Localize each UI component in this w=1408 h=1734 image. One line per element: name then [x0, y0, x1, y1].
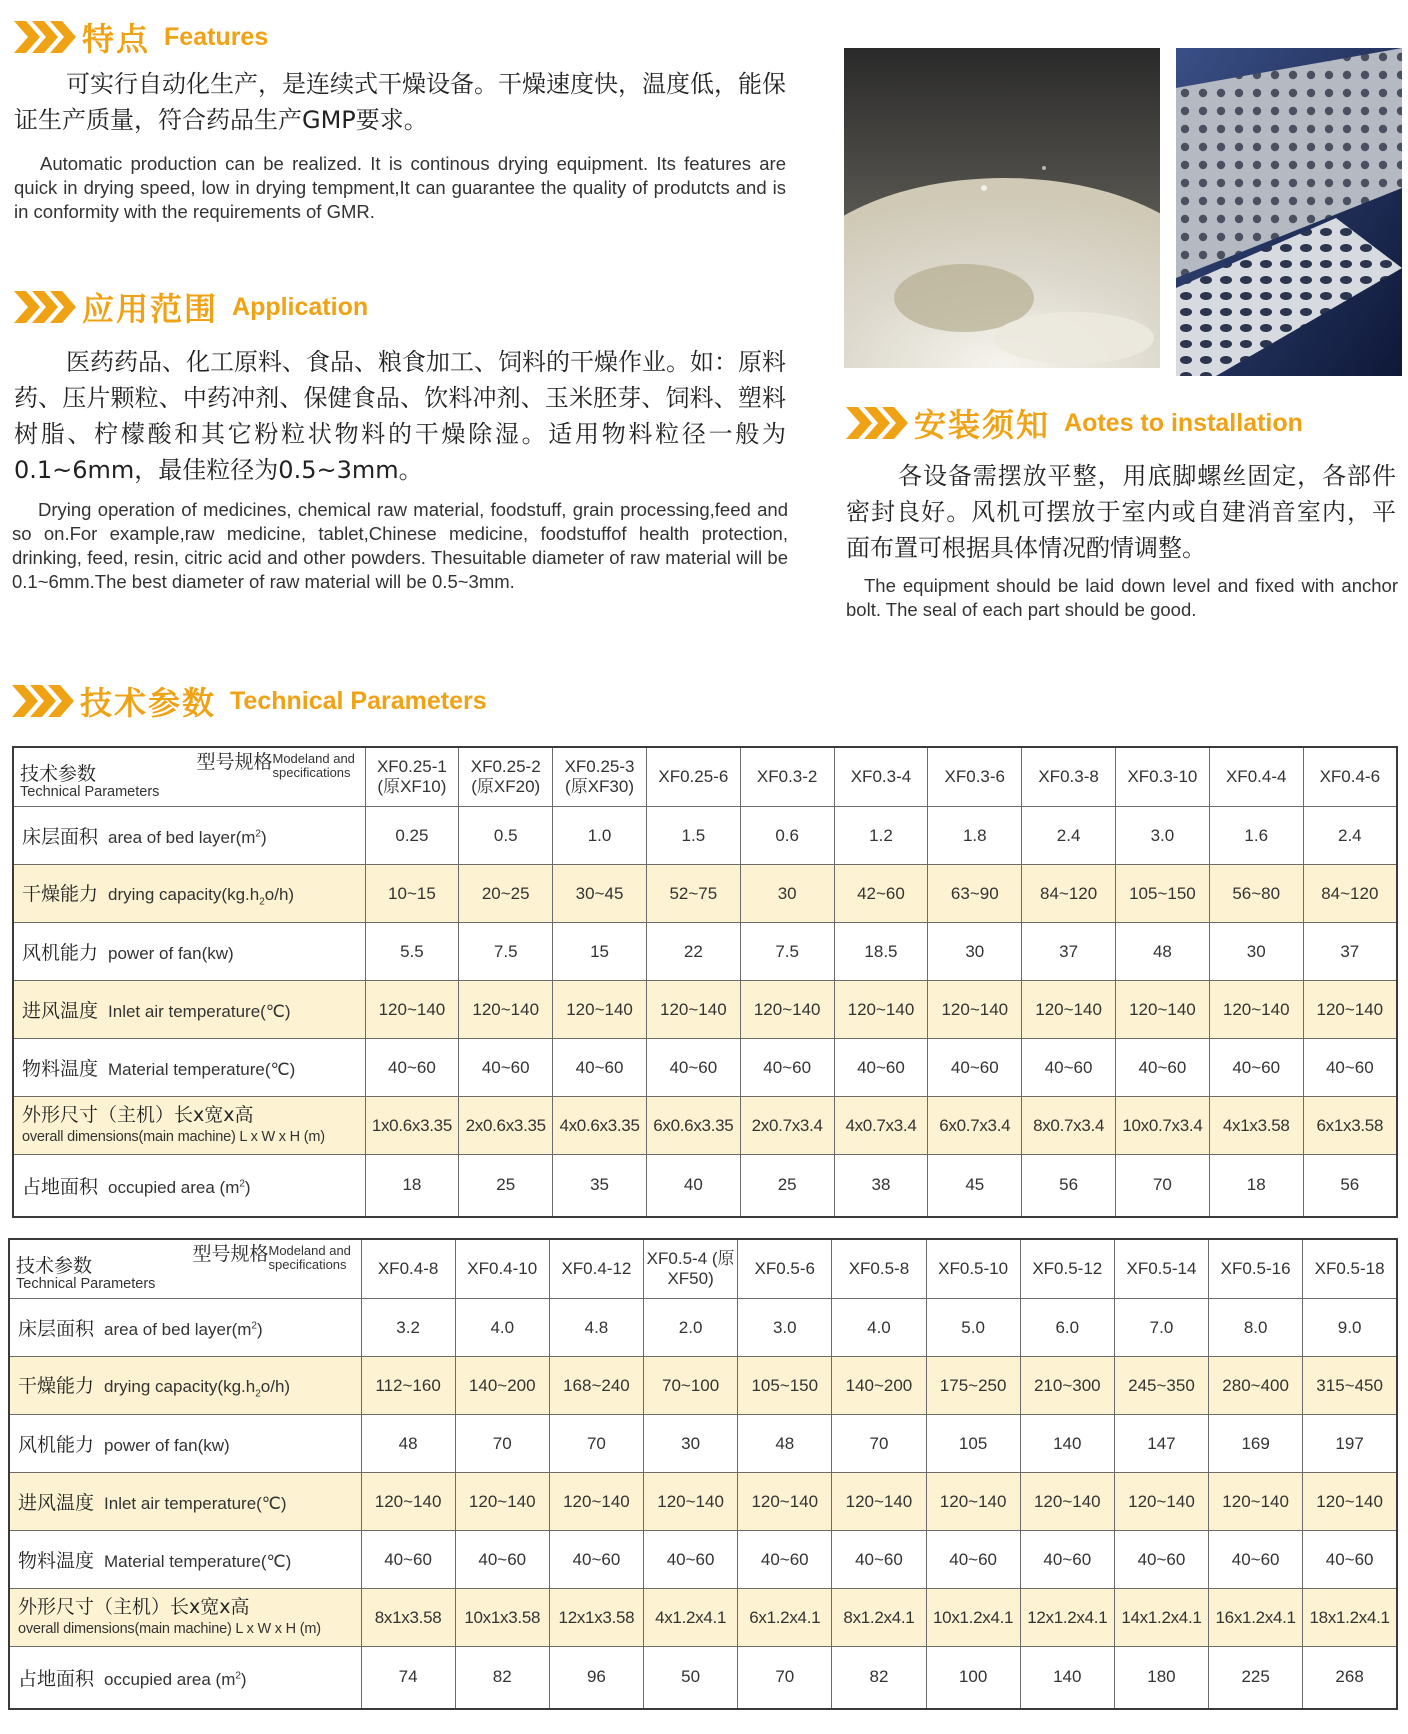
table-row — [13, 865, 1397, 923]
table-cell: 18.5 — [834, 923, 928, 981]
model-header-cell: XF0.5-10 — [926, 1239, 1020, 1299]
parameters-table-1 — [12, 746, 1398, 1218]
table-cell: 18 — [1209, 1155, 1303, 1217]
table-cell: 8x1.2x4.1 — [832, 1589, 926, 1647]
table-cell: 168~240 — [549, 1357, 643, 1415]
technical-parameters-label-en: Technical Parameters — [20, 784, 160, 800]
table-cell: 40~60 — [834, 1039, 928, 1097]
table-cell: 3.2 — [361, 1299, 455, 1357]
table-cell: 4x1.2x4.1 — [644, 1589, 738, 1647]
model-header-cell: XF0.5-6 — [738, 1239, 832, 1299]
corner-header-cell — [9, 1239, 361, 1299]
parameters-title-en: Technical Parameters — [230, 686, 487, 715]
row-label-en — [108, 944, 234, 963]
table-cell: 1x0.6x3.35 — [365, 1097, 459, 1155]
table-cell: 52~75 — [646, 865, 740, 923]
table-cell: 70 — [455, 1415, 549, 1473]
header-row — [9, 1239, 1397, 1299]
row-label-en-text: Inlet air temperature(℃) — [104, 1494, 287, 1513]
table-cell: 8.0 — [1209, 1299, 1303, 1357]
table-cell: 40~60 — [832, 1531, 926, 1589]
table-row — [9, 1299, 1397, 1357]
table-cell: 2.0 — [644, 1299, 738, 1357]
row-label-en-tail: ) — [256, 1320, 263, 1339]
parameters-heading — [12, 678, 487, 724]
model-header-cell: XF0.4-8 — [361, 1239, 455, 1299]
row-label-en-tail: o/h) — [260, 1377, 291, 1397]
table-row — [13, 981, 1397, 1039]
table-cell: 2.4 — [1022, 807, 1116, 865]
row-label-cell — [13, 807, 365, 865]
table-cell: 210~300 — [1020, 1357, 1114, 1415]
table-cell: 20~25 — [459, 865, 553, 923]
model-header-cell: XF0.3-10 — [1116, 747, 1210, 807]
table-cell: 315~450 — [1303, 1357, 1397, 1415]
row-label-en-text: area of bed layer(m — [104, 1320, 252, 1339]
table-cell: 37 — [1022, 923, 1116, 981]
table-cell: 7.5 — [740, 923, 834, 981]
row-label-cell — [9, 1415, 361, 1473]
model-header-cell: XF0.4-6 — [1303, 747, 1397, 807]
row-label-zh: 外形尺寸（主机）长x宽x高 — [22, 1103, 254, 1126]
table-cell: 120~140 — [459, 981, 553, 1039]
triple-chevron-icon — [12, 685, 74, 717]
table-cell: 1.0 — [553, 807, 647, 865]
table-cell: 4.0 — [455, 1299, 549, 1357]
table-cell: 180 — [1114, 1647, 1208, 1709]
model-spec-label-en: Modeland and specifications — [272, 751, 355, 780]
table-cell: 30~45 — [553, 865, 647, 923]
model-header-cell: XF0.3-6 — [928, 747, 1022, 807]
row-label-en — [108, 1002, 291, 1021]
row-label-en-text: Material temperature(℃) — [104, 1552, 292, 1571]
table-cell: 120~140 — [926, 1473, 1020, 1531]
application-heading — [14, 284, 368, 330]
model-header-cell: XF0.25-6 — [646, 747, 740, 807]
row-label-cell — [9, 1589, 361, 1647]
row-label-zh: 风机能力 — [22, 942, 99, 964]
table-cell: 120~140 — [834, 981, 928, 1039]
table-cell: 40~60 — [549, 1531, 643, 1589]
application-title-zh: 应用范围 — [82, 290, 219, 328]
table-row — [9, 1415, 1397, 1473]
table-cell: 84~120 — [1022, 865, 1116, 923]
table-cell: 120~140 — [455, 1473, 549, 1531]
table-cell: 63~90 — [928, 865, 1022, 923]
superscript: 2 — [235, 1670, 241, 1682]
table-cell: 40~60 — [455, 1531, 549, 1589]
table-cell: 147 — [1114, 1415, 1208, 1473]
table-cell: 120~140 — [646, 981, 740, 1039]
table-cell: 2.4 — [1303, 807, 1397, 865]
row-label-zh: 干燥能力 — [18, 1375, 95, 1398]
row-label-cell — [13, 1039, 365, 1097]
table-cell: 140~200 — [455, 1357, 549, 1415]
table-cell: 40~60 — [926, 1531, 1020, 1589]
table-cell: 40~60 — [553, 1039, 647, 1097]
features-title-en: Features — [164, 22, 269, 51]
table-cell: 4x0.6x3.35 — [553, 1097, 647, 1155]
table-cell: 84~120 — [1303, 865, 1397, 923]
table-cell: 9.0 — [1303, 1299, 1397, 1357]
row-label-en — [108, 828, 267, 847]
model-header-cell: XF0.5-16 — [1209, 1239, 1303, 1299]
table-cell: 120~140 — [1020, 1473, 1114, 1531]
model-header-cell: XF0.5-4 (原XF50) — [644, 1239, 738, 1299]
table-cell: 40~60 — [1022, 1039, 1116, 1097]
powder-photo — [844, 48, 1160, 368]
table-cell: 25 — [459, 1155, 553, 1217]
installation-text-en: The equipment should be laid down level and fixed with anchor bolt. The seal of each part should be good. — [846, 575, 1398, 620]
superscript: 2 — [255, 828, 261, 840]
table-cell: 18x1.2x4.1 — [1303, 1589, 1397, 1647]
row-label-en-text: power of fan(kw) — [108, 944, 234, 963]
table-cell: 16x1.2x4.1 — [1209, 1589, 1303, 1647]
row-label-en-tail: ) — [244, 1177, 251, 1197]
superscript: 2 — [239, 1178, 245, 1190]
table-cell: 30 — [928, 923, 1022, 981]
model-header-cell: XF0.5-12 — [1020, 1239, 1114, 1299]
table-cell: 48 — [1116, 923, 1210, 981]
row-label-zh: 占地面积 — [22, 1175, 99, 1198]
row-label-zh: 床层面积 — [18, 1318, 95, 1340]
model-header-cell: XF0.25-1 (原XF10) — [365, 747, 459, 807]
table-cell: 4x0.7x3.4 — [834, 1097, 928, 1155]
table-cell: 120~140 — [1209, 1473, 1303, 1531]
table-cell: 5.0 — [926, 1299, 1020, 1357]
table-cell: 40~60 — [1209, 1531, 1303, 1589]
table-row — [9, 1589, 1397, 1647]
row-label-zh: 床层面积 — [22, 826, 99, 848]
table-cell: 4x1x3.58 — [1209, 1097, 1303, 1155]
table-cell: 40~60 — [1303, 1039, 1397, 1097]
table-cell: 1.6 — [1209, 807, 1303, 865]
table-cell: 105 — [926, 1415, 1020, 1473]
table-cell: 120~140 — [553, 981, 647, 1039]
table-cell: 22 — [646, 923, 740, 981]
table-cell: 6x0.6x3.35 — [646, 1097, 740, 1155]
table-cell: 10x1.2x4.1 — [926, 1589, 1020, 1647]
table-cell: 5.5 — [365, 923, 459, 981]
table-cell: 38 — [834, 1155, 928, 1217]
table-cell: 40~60 — [1116, 1039, 1210, 1097]
table-cell: 0.25 — [365, 807, 459, 865]
table-cell: 105~150 — [1116, 865, 1210, 923]
technical-parameters-label-zh: 技术参数 — [16, 1255, 93, 1277]
model-header-cell: XF0.4-10 — [455, 1239, 549, 1299]
row-label-en-tail: o/h) — [264, 885, 295, 905]
model-header-cell: XF0.25-3 (原XF30) — [553, 747, 647, 807]
table-cell: 50 — [644, 1647, 738, 1709]
installation-heading — [846, 400, 1303, 446]
table-cell: 48 — [738, 1415, 832, 1473]
row-label-cell — [9, 1473, 361, 1531]
table-cell: 96 — [549, 1647, 643, 1709]
table-cell: 140 — [1020, 1415, 1114, 1473]
table-cell: 3.0 — [738, 1299, 832, 1357]
row-label-en — [108, 1060, 295, 1079]
table-cell: 4.0 — [832, 1299, 926, 1357]
table-cell: 30 — [644, 1415, 738, 1473]
table-cell: 40~60 — [1303, 1531, 1397, 1589]
table-row — [9, 1357, 1397, 1415]
table-cell: 120~140 — [549, 1473, 643, 1531]
table-cell: 120~140 — [740, 981, 834, 1039]
row-label-cell — [13, 1155, 365, 1217]
table-cell: 120~140 — [1116, 981, 1210, 1039]
table-cell: 120~140 — [361, 1473, 455, 1531]
row-label-cell — [9, 1531, 361, 1589]
application-title-en: Application — [232, 292, 369, 321]
table-cell: 120~140 — [644, 1473, 738, 1531]
row-label-en — [108, 885, 295, 908]
features-text-en: Automatic production can be realized. It is continous drying equipment. Its features are quick in drying speed, low in drying tempment,It can guarantee the quality of produtcts and is in conformity with the requirements of GMR. — [14, 153, 786, 222]
model-header-cell: XF0.3-4 — [834, 747, 928, 807]
table-row — [9, 1531, 1397, 1589]
table-cell: 10x0.7x3.4 — [1116, 1097, 1210, 1155]
technical-parameters-label-en: Technical Parameters — [16, 1276, 156, 1292]
model-spec-label-zh: 型号规格 — [192, 1243, 269, 1265]
row-label-zh: 进风温度 — [18, 1492, 95, 1514]
row-label-cell — [9, 1357, 361, 1415]
row-label-cell — [13, 1097, 365, 1155]
table-cell: 2x0.7x3.4 — [740, 1097, 834, 1155]
model-header-cell: XF0.4-12 — [549, 1239, 643, 1299]
table-cell: 6.0 — [1020, 1299, 1114, 1357]
row-label-en — [104, 1494, 287, 1513]
table-row — [9, 1473, 1397, 1531]
row-label-zh: 进风温度 — [22, 1000, 99, 1022]
row-label-zh: 风机能力 — [18, 1434, 95, 1456]
row-label-en-text: occupied area (m — [108, 1177, 240, 1197]
row-label-en-text: occupied area (m — [104, 1669, 236, 1689]
table-cell: 268 — [1303, 1647, 1397, 1709]
table-cell: 48 — [361, 1415, 455, 1473]
row-label-en — [104, 1377, 291, 1400]
table-cell: 0.6 — [740, 807, 834, 865]
table-cell: 120~140 — [1114, 1473, 1208, 1531]
table-row — [13, 923, 1397, 981]
row-label-cell — [13, 865, 365, 923]
row-label-en-text: power of fan(kw) — [104, 1436, 230, 1455]
table-cell: 140~200 — [832, 1357, 926, 1415]
table-cell: 40 — [646, 1155, 740, 1217]
installation-title-zh: 安装须知 — [914, 406, 1051, 444]
table-cell: 1.5 — [646, 807, 740, 865]
table-cell: 56 — [1022, 1155, 1116, 1217]
table-cell: 1.8 — [928, 807, 1022, 865]
table-cell: 6x1.2x4.1 — [738, 1589, 832, 1647]
triple-chevron-icon — [14, 291, 76, 323]
row-label-zh: 外形尺寸（主机）长x宽x高 — [18, 1595, 250, 1618]
table-cell: 112~160 — [361, 1357, 455, 1415]
table-cell: 225 — [1209, 1647, 1303, 1709]
table-cell: 40~60 — [365, 1039, 459, 1097]
row-label-cell — [13, 981, 365, 1039]
subscript: 2 — [259, 896, 265, 908]
row-label-cell — [9, 1647, 361, 1709]
row-label-cell — [13, 923, 365, 981]
installation-text-zh: 各设备需摆放平整，用底脚螺丝固定，各部件密封良好。风机可摆放于室内或自建消音室内，平面布置可根据具体情况酌情调整。 — [846, 462, 1396, 562]
model-spec-label-zh: 型号规格 — [196, 751, 273, 773]
model-header-cell: XF0.5-14 — [1114, 1239, 1208, 1299]
row-label-en: overall dimensions(main machine) L x W x H (m) — [18, 1620, 321, 1637]
table-cell: 2x0.6x3.35 — [459, 1097, 553, 1155]
table-cell: 1.2 — [834, 807, 928, 865]
table-cell: 25 — [740, 1155, 834, 1217]
table-cell: 40~60 — [646, 1039, 740, 1097]
table-row — [9, 1647, 1397, 1709]
row-label-en — [104, 1552, 291, 1571]
table-cell: 120~140 — [1022, 981, 1116, 1039]
row-label-en-text: Inlet air temperature(℃) — [108, 1002, 291, 1021]
subscript: 2 — [255, 1388, 261, 1400]
model-header-cell: XF0.25-2 (原XF20) — [459, 747, 553, 807]
table-cell: 56~80 — [1209, 865, 1303, 923]
table-cell: 70 — [1116, 1155, 1210, 1217]
table-cell: 42~60 — [834, 865, 928, 923]
row-label-en-text: area of bed layer(m — [108, 828, 256, 847]
row-label-en — [104, 1436, 230, 1455]
table-cell: 10x1x3.58 — [455, 1589, 549, 1647]
table-cell: 40~60 — [644, 1531, 738, 1589]
row-label-en: overall dimensions(main machine) L x W x H (m) — [22, 1128, 325, 1145]
row-label-zh: 物料温度 — [18, 1550, 95, 1572]
row-label-zh: 占地面积 — [18, 1667, 95, 1690]
table-cell: 70 — [738, 1647, 832, 1709]
row-label-en — [104, 1670, 247, 1689]
parameters-table-2 — [8, 1238, 1398, 1710]
table-row — [13, 1097, 1397, 1155]
table-cell: 30 — [1209, 923, 1303, 981]
table-cell: 70 — [549, 1415, 643, 1473]
table-cell: 6x1x3.58 — [1303, 1097, 1397, 1155]
table-cell: 40~60 — [459, 1039, 553, 1097]
table-cell: 40~60 — [361, 1531, 455, 1589]
row-label-zh: 物料温度 — [22, 1058, 99, 1080]
table-cell: 40~60 — [1020, 1531, 1114, 1589]
row-label-en — [104, 1320, 263, 1339]
table-cell: 120~140 — [738, 1473, 832, 1531]
table-cell: 45 — [928, 1155, 1022, 1217]
row-label-zh: 干燥能力 — [22, 883, 99, 906]
application-text-en: Drying operation of medicines, chemical raw material, foodstuff, grain processing,feed and so on.For example,raw medicine, tablet,Chinese medicine, foodstuffof health protection, drinking, feed, resin, citric acid and other powders. Thesuitable diameter of raw material will be 0.1~6mm.The best diameter of raw material will be 0.5~3mm. — [12, 499, 788, 592]
row-label-en-text: drying capacity(kg.h — [108, 885, 260, 905]
row-label-cell — [9, 1299, 361, 1357]
table-cell: 10~15 — [365, 865, 459, 923]
table-cell: 56 — [1303, 1155, 1397, 1217]
table-cell: 100 — [926, 1647, 1020, 1709]
table-cell: 40~60 — [928, 1039, 1022, 1097]
table-cell: 169 — [1209, 1415, 1303, 1473]
table-cell: 175~250 — [926, 1357, 1020, 1415]
superscript: 2 — [251, 1320, 257, 1332]
features-text-zh: 可实行自动化生产，是连续式干燥设备。干燥速度快，温度低，能保证生产质量，符合药品生产GMP要求。 — [14, 70, 786, 134]
model-header-cell: XF0.3-2 — [740, 747, 834, 807]
table-cell: 8x1x3.58 — [361, 1589, 455, 1647]
table-cell: 40~60 — [738, 1531, 832, 1589]
table-cell: 120~140 — [1209, 981, 1303, 1039]
features-heading — [14, 14, 268, 60]
table-cell: 14x1.2x4.1 — [1114, 1589, 1208, 1647]
table-cell: 82 — [832, 1647, 926, 1709]
table-cell: 280~400 — [1209, 1357, 1303, 1415]
installation-title-en: Aotes to installation — [1064, 408, 1303, 437]
model-header-cell: XF0.4-4 — [1209, 747, 1303, 807]
parameters-title-zh: 技术参数 — [80, 684, 217, 722]
table-row — [13, 1039, 1397, 1097]
table-cell: 120~140 — [832, 1473, 926, 1531]
table-cell: 0.5 — [459, 807, 553, 865]
table-cell: 245~350 — [1114, 1357, 1208, 1415]
table-cell: 6x0.7x3.4 — [928, 1097, 1022, 1155]
table-cell: 140 — [1020, 1647, 1114, 1709]
table-cell: 37 — [1303, 923, 1397, 981]
row-label-en-tail: ) — [240, 1669, 247, 1689]
table-cell: 74 — [361, 1647, 455, 1709]
table-cell: 12x1x3.58 — [549, 1589, 643, 1647]
table-cell: 40~60 — [1209, 1039, 1303, 1097]
table-cell: 70~100 — [644, 1357, 738, 1415]
model-header-cell: XF0.5-18 — [1303, 1239, 1397, 1299]
table-cell: 70 — [832, 1415, 926, 1473]
model-header-cell: XF0.5-8 — [832, 1239, 926, 1299]
perforated-plate-photo — [1176, 48, 1402, 376]
table-cell: 82 — [455, 1647, 549, 1709]
technical-parameters-label-zh: 技术参数 — [20, 763, 97, 785]
triple-chevron-icon — [846, 407, 908, 439]
table-cell: 40~60 — [1114, 1531, 1208, 1589]
table-cell: 4.8 — [549, 1299, 643, 1357]
table-cell: 7.0 — [1114, 1299, 1208, 1357]
table-cell: 8x0.7x3.4 — [1022, 1097, 1116, 1155]
table-row — [13, 1155, 1397, 1217]
table-cell: 105~150 — [738, 1357, 832, 1415]
table-cell: 30 — [740, 865, 834, 923]
table-cell: 120~140 — [1303, 1473, 1397, 1531]
table-cell: 15 — [553, 923, 647, 981]
table-cell: 12x1.2x4.1 — [1020, 1589, 1114, 1647]
application-text-zh: 医药药品、化工原料、食品、粮食加工、饲料的干燥作业。如：原料药、压片颗粒、中药冲剂、保健食品、饮料冲剂、玉米胚芽、饲料、塑料树脂、柠檬酸和其它粉粒状物料的干燥除湿。适用物料粒径一般为0.1~6mm，最佳粒径为0.5~3mm。 — [14, 348, 786, 484]
table-cell: 120~140 — [928, 981, 1022, 1039]
table-row — [13, 807, 1397, 865]
table-cell: 120~140 — [1303, 981, 1397, 1039]
table-cell: 7.5 — [459, 923, 553, 981]
table-cell: 35 — [553, 1155, 647, 1217]
corner-header-cell — [13, 747, 365, 807]
table-cell: 197 — [1303, 1415, 1397, 1473]
model-header-cell: XF0.3-8 — [1022, 747, 1116, 807]
row-label-en-tail: ) — [260, 828, 267, 847]
triple-chevron-icon — [14, 21, 76, 53]
table-cell: 120~140 — [365, 981, 459, 1039]
table-cell: 3.0 — [1116, 807, 1210, 865]
table-cell: 18 — [365, 1155, 459, 1217]
header-row — [13, 747, 1397, 807]
table-cell: 40~60 — [740, 1039, 834, 1097]
model-spec-label-en: Modeland and specifications — [268, 1243, 351, 1272]
features-title-zh: 特点 — [82, 20, 151, 58]
row-label-en-text: drying capacity(kg.h — [104, 1377, 256, 1397]
row-label-en-text: Material temperature(℃) — [108, 1060, 296, 1079]
row-label-en — [108, 1178, 251, 1197]
